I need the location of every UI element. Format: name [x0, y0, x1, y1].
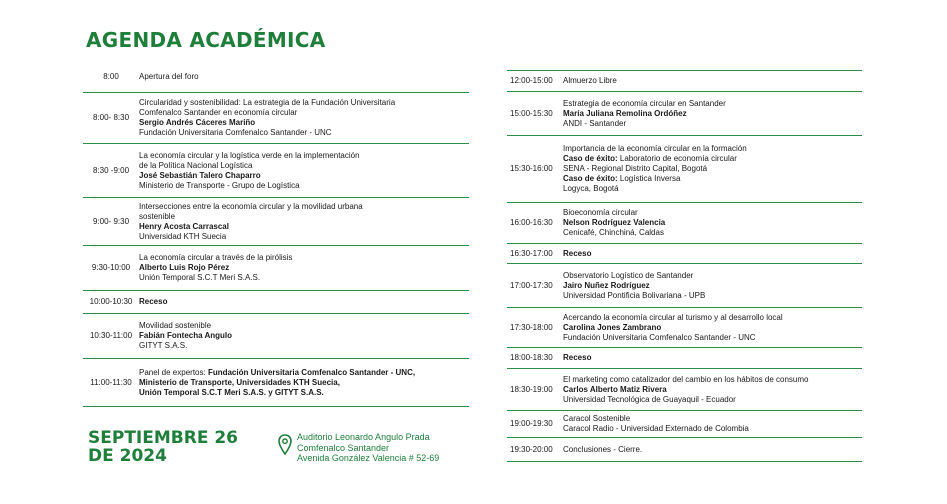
session-text: La economía circular a través de la pirólisis — [139, 253, 293, 262]
location-pin-icon — [278, 434, 292, 456]
agenda-row — [83, 197, 469, 245]
session-speaker: Sergio Andrés Cáceres Mariño — [139, 118, 256, 127]
event-date-line1: SEPTIEMBRE 26 — [88, 428, 239, 448]
agenda-time: 17:00-17:30 — [510, 280, 553, 290]
agenda-time: 15:00-15:30 — [510, 108, 553, 118]
session-speaker: María Juliana Remolina Ordóñez — [563, 108, 687, 118]
session-speaker: Henry Acosta Carrascal — [139, 221, 229, 231]
agenda-session — [139, 251, 469, 285]
session-text: Universidad KTH Suecia — [139, 231, 227, 241]
event-date — [88, 429, 238, 465]
agenda-session — [139, 200, 469, 244]
session-text: sostenible — [139, 211, 176, 221]
agenda-session — [139, 70, 469, 84]
session-text: Cenicafé, Chinchiná, Caldas — [563, 228, 664, 237]
agenda-session — [139, 319, 469, 353]
session-text: Comfenalco Santander en economía circular — [139, 108, 298, 117]
agenda-row — [507, 135, 862, 202]
session-text: Movilidad sostenible — [139, 321, 212, 330]
agenda-time: 17:30-18:00 — [510, 322, 553, 332]
session-text: Panel de expertos: Fundación Universitaria Comfenalco Santander - UNC, — [139, 367, 416, 377]
agenda-column-morning — [83, 62, 469, 407]
session-speaker: Carolina Jones Zambrano — [563, 322, 662, 332]
event-location — [278, 432, 439, 464]
session-text: Intersecciones entre la economía circular y la movilidad urbana — [139, 201, 363, 211]
session-text: La economía circular y la logística verde en la implementación — [139, 150, 360, 160]
session-text: SENA - Regional Distrito Capital, Bogotá — [563, 164, 708, 173]
agenda-row — [83, 92, 469, 143]
agenda-time: 12:00-15:00 — [510, 76, 553, 85]
location-address: Avenida González Valencia # 52-69 — [297, 453, 440, 463]
agenda-session — [139, 149, 469, 193]
agenda-row — [507, 202, 862, 243]
session-text: Universidad Tecnológica de Guayaquil - Ecuador — [563, 394, 736, 404]
agenda-session — [563, 74, 862, 88]
session-text: Caracol Radio - Universidad Externado de Colombia — [563, 424, 749, 433]
agenda-time: 10:30-11:00 — [89, 331, 133, 340]
session-speaker: Ministerio de Transporte, Universidades KTH Suecia, — [139, 377, 340, 387]
agenda-time: 11:00-11:30 — [90, 377, 132, 387]
session-text: Caso de éxito: Logística Inversa — [563, 174, 681, 183]
agenda-session — [563, 97, 862, 131]
agenda-time: 18:00-18:30 — [510, 353, 553, 362]
agenda-session — [139, 295, 469, 309]
agenda-session — [563, 269, 862, 303]
session-speaker: Carlos Alberto Matiz Rivera — [563, 384, 667, 394]
session-speaker: Jairo Nuñez Rodríguez — [563, 280, 650, 290]
agenda-column-afternoon — [507, 70, 862, 462]
session-text: Caso de éxito: Laboratorio de economía circular — [563, 154, 737, 163]
agenda-time: 8:30 -9:00 — [92, 165, 130, 175]
session-speaker: Nelson Rodríguez Valencia — [563, 218, 666, 227]
session-text: Fundación Universitaria Comfenalco Santander - UNC — [563, 332, 756, 342]
agenda-row — [83, 62, 469, 92]
session-text: Importancia de la economía circular en la formación — [563, 144, 747, 153]
session-text: El marketing como catalizador del cambio en los hábitos de consumo — [563, 374, 809, 384]
session-text: Fundación Universitaria Comfenalco Santander - UNC — [139, 128, 332, 137]
location-text — [297, 432, 439, 464]
agenda-session — [563, 443, 862, 457]
agenda-row — [507, 91, 862, 135]
session-text: Circularidad y sostenibilidad: La estrategia de la Fundación Universitaria — [139, 98, 396, 107]
session-speaker: Receso — [139, 297, 168, 306]
agenda-time: 18:30-19:00 — [510, 384, 553, 394]
agenda-row — [83, 313, 469, 358]
location-venue: Auditorio Leonardo Angulo Prada — [297, 432, 430, 442]
agenda-session — [563, 247, 862, 261]
agenda-title: AGENDA ACADÉMICA — [86, 28, 326, 52]
agenda-session — [563, 351, 862, 365]
agenda-time: 9:30-10:00 — [91, 263, 131, 272]
agenda-time: 8:00 — [103, 72, 119, 81]
session-text: Universidad Pontificia Bolivariana - UPB — [563, 290, 706, 300]
session-text: Almuerzo Libre — [563, 76, 617, 85]
agenda-session — [139, 96, 469, 140]
session-text: Unión Temporal S.C.T Meri S.A.S. — [139, 273, 261, 282]
agenda-row — [507, 70, 862, 91]
session-speaker: Unión Temporal S.C.T Meri S.A.S. y GITYT S.A.S. — [139, 387, 324, 397]
session-text: Observatorio Logístico de Santander — [563, 270, 694, 280]
session-speaker: Fabián Fontecha Angulo — [139, 331, 233, 340]
agenda-time: 16:30-17:00 — [510, 248, 553, 258]
agenda-time: 9:00- 9:30 — [92, 216, 130, 226]
agenda-row — [83, 143, 469, 197]
agenda-row — [83, 290, 469, 313]
agenda-time: 19:30-20:00 — [510, 444, 553, 454]
session-speaker: Alberto Luis Rojo Pérez — [139, 263, 230, 272]
agenda-session — [563, 373, 862, 407]
agenda-row — [507, 347, 862, 368]
agenda-row — [507, 368, 862, 410]
session-text: Estrategia de economía circular en Santander — [563, 98, 726, 108]
agenda-row — [507, 437, 862, 461]
agenda-session — [563, 206, 862, 240]
event-date-line2: DE 2024 — [88, 446, 167, 466]
agenda-time: 15:30-16:00 — [510, 164, 553, 173]
agenda-row — [507, 263, 862, 307]
session-text: Ministerio de Transporte - Grupo de Logística — [139, 180, 300, 190]
session-text: de la Política Nacional Logística — [139, 160, 253, 170]
agenda-session — [563, 142, 862, 196]
agenda-row — [83, 358, 469, 406]
agenda-session — [563, 311, 862, 345]
agenda-time: 10:00-10:30 — [89, 297, 133, 306]
agenda-session — [139, 366, 469, 400]
session-text: GITYT S.A.S. — [139, 341, 188, 350]
agenda-time: 19:00-19:30 — [510, 419, 553, 428]
agenda-time: 16:00-16:30 — [510, 218, 553, 227]
agenda-row — [83, 245, 469, 290]
session-speaker: José Sebastián Talero Chaparro — [139, 170, 261, 180]
agenda-time: 8:00- 8:30 — [92, 113, 130, 122]
session-text: Caracol Sostenible — [563, 414, 631, 423]
session-text: Apertura del foro — [139, 72, 199, 81]
agenda-row — [507, 243, 862, 263]
session-text: Logyca, Bogotá — [563, 184, 619, 193]
session-speaker: Receso — [563, 248, 592, 258]
session-text: ANDI - Santander — [563, 118, 627, 128]
location-org: Comfenalco Santander — [297, 442, 390, 453]
session-text: Acercando la economía circular al turismo y al desarrollo local — [563, 312, 783, 322]
session-text: Bioeconomía circular — [563, 208, 638, 217]
session-speaker: Receso — [563, 353, 592, 362]
agenda-row — [507, 307, 862, 347]
agenda-session — [563, 412, 862, 436]
session-text: Conclusiones - Cierre. — [563, 444, 643, 454]
agenda-row — [507, 410, 862, 437]
